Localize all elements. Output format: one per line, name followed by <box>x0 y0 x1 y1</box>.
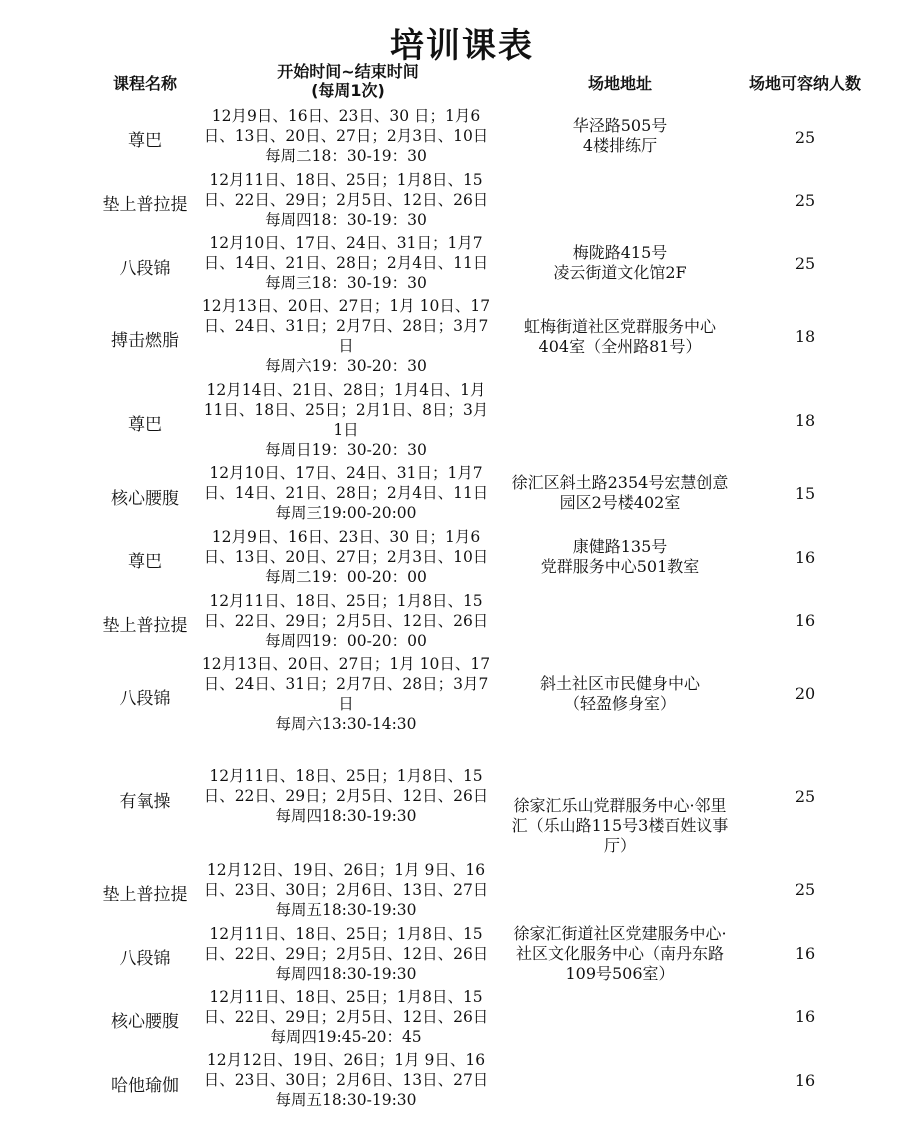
course-name: 八段锦 <box>119 689 171 709</box>
course-schedule: 12月11日、18日、25日；1月8日、15 日、22日、29日；2月5日、12日、26日 每周四19:45-20：45 <box>203 988 489 1046</box>
course-schedule: 12月11日、18日、25日；1月8日、15 日、22日、29日；2月5日、12日、26日 每周四19：00-20：00 <box>203 592 489 650</box>
venue-address: 华泾路505号 4楼排练厅 <box>572 116 668 155</box>
venue-address: 虹梅街道社区党群服务中心 404室（全州路81号） <box>523 317 716 356</box>
course-schedule: 12月13日、20日、27日；1月 10日、17 日、24日、31日；2月7日、28日；3月7 日 每周六19：30-20：30 <box>201 297 491 375</box>
course-capacity: 16 <box>794 1071 816 1090</box>
course-capacity: 25 <box>794 254 816 273</box>
venue-address: 梅陇路415号 凌云街道文化馆2F <box>553 243 687 282</box>
course-capacity: 15 <box>794 484 816 503</box>
course-schedule: 12月10日、17日、24日、31日；1月7 日、14日、21日、28日；2月4日、11日 每周三19:00-20:00 <box>203 464 489 522</box>
page-title: 培训课表 <box>390 26 534 66</box>
venue-address: 徐汇区斜土路2354号宏慧创意 园区2号楼402室 <box>511 473 729 512</box>
course-capacity: 18 <box>794 327 816 346</box>
course-name: 垫上普拉提 <box>102 885 188 905</box>
course-capacity: 16 <box>794 1007 816 1026</box>
course-name: 哈他瑜伽 <box>111 1076 179 1096</box>
course-name: 尊巴 <box>128 552 162 572</box>
header-venue: 场地地址 <box>587 74 652 93</box>
course-capacity: 16 <box>794 944 816 963</box>
course-schedule: 12月13日、20日、27日；1月 10日、17 日、24日、31日；2月7日、28日；3月7 日 每周六13:30-14:30 <box>201 655 491 733</box>
course-schedule: 12月9日、16日、23日、30 日；1月6 日、13日、20日、27日；2月3日、10日 每周二18：30-19：30 <box>203 107 489 165</box>
course-name: 搏击燃脂 <box>111 331 179 351</box>
course-schedule: 12月12日、19日、26日；1月 9日、16 日、23日、30日；2月6日、13日、27日 每周五18:30-19:30 <box>203 1051 489 1109</box>
header-course-name: 课程名称 <box>112 74 177 93</box>
course-capacity: 16 <box>794 611 816 630</box>
header-time: 开始时间~结束时间 (每周1次) <box>277 62 419 100</box>
venue-address: 斜土社区市民健身中心 （轻盈修身室） <box>539 674 700 713</box>
venue-address: 徐家汇街道社区党建服务中心· 社区文化服务中心（南丹东路 109号506室） <box>513 924 727 983</box>
course-name: 尊巴 <box>128 131 162 151</box>
course-capacity: 25 <box>794 880 816 899</box>
course-capacity: 25 <box>794 787 816 806</box>
venue-address: 徐家汇乐山党群服务中心·邻里 汇（乐山路115号3楼百姓议事 厅） <box>511 796 729 855</box>
course-name: 垫上普拉提 <box>102 195 188 215</box>
course-schedule: 12月10日、17日、24日、31日；1月7 日、14日、21日、28日；2月4日、11日 每周三18：30-19：30 <box>203 234 489 292</box>
course-capacity: 16 <box>794 548 816 567</box>
course-name: 核心腰腹 <box>111 489 179 509</box>
course-schedule: 12月11日、18日、25日；1月8日、15 日、22日、29日；2月5日、12日、26日 每周四18:30-19:30 <box>203 767 489 825</box>
course-name: 八段锦 <box>119 949 171 969</box>
course-capacity: 25 <box>794 191 816 210</box>
course-capacity: 25 <box>794 128 816 147</box>
course-name: 有氧操 <box>119 792 171 812</box>
course-capacity: 20 <box>794 684 816 703</box>
course-schedule: 12月14日、21日、28日；1月4日、1月 11日、18日、25日；2月1日、8日；3月 1日 每周日19：30-20：30 <box>203 381 489 459</box>
course-capacity: 18 <box>794 411 816 430</box>
header-capacity: 场地可容纳人数 <box>748 74 861 93</box>
course-schedule: 12月11日、18日、25日；1月8日、15 日、22日、29日；2月5日、12日、26日 每周四18:30-19:30 <box>203 925 489 983</box>
course-schedule: 12月12日、19日、26日；1月 9日、16 日、23日、30日；2月6日、13日、27日 每周五18:30-19:30 <box>203 861 489 919</box>
course-name: 尊巴 <box>128 415 162 435</box>
course-schedule: 12月9日、16日、23日、30 日；1月6 日、13日、20日、27日；2月3日、10日 每周二19：00-20：00 <box>203 528 489 586</box>
course-name: 八段锦 <box>119 259 171 279</box>
course-name: 垫上普拉提 <box>102 616 188 636</box>
venue-address: 康健路135号 党群服务中心501教室 <box>540 537 700 576</box>
course-schedule: 12月11日、18日、25日；1月8日、15 日、22日、29日；2月5日、12日、26日 每周四18：30-19：30 <box>203 171 489 229</box>
course-name: 核心腰腹 <box>111 1012 179 1032</box>
